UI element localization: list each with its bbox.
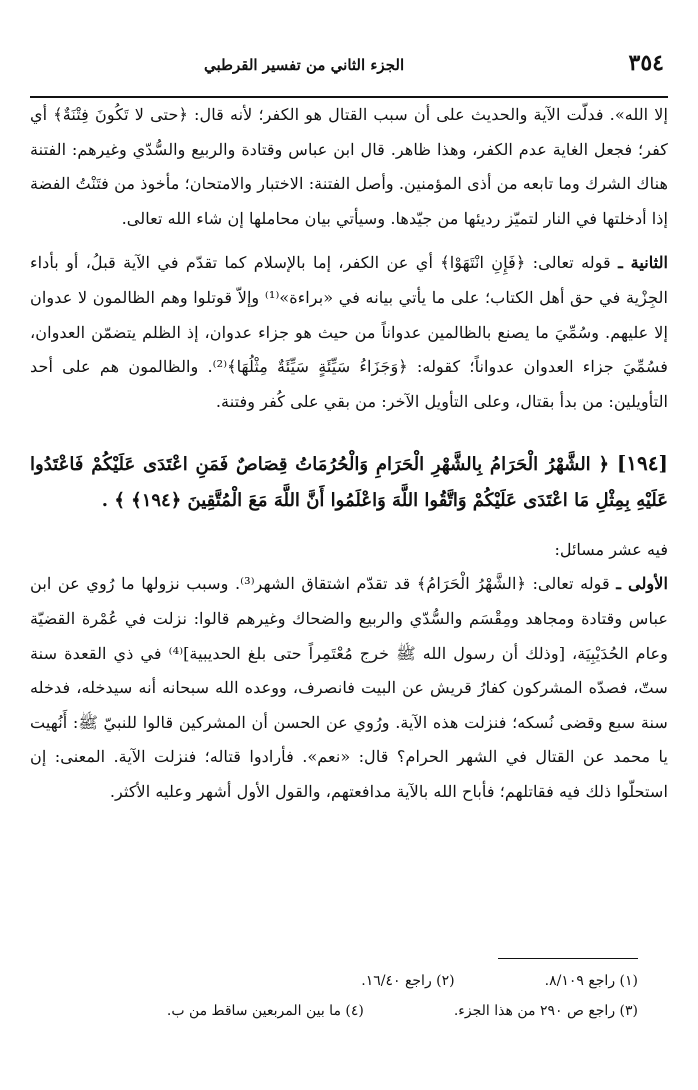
page-number: ٣٥٤ bbox=[628, 50, 664, 76]
quran-verse: ﴿ الشَّهْرُ الْحَرَامُ بِالشَّهْرِ الْحَرَامِ وَالْحُرُمَاتُ قِصَاصٌ فَمَنِ اعْتَدَى عَلَيْكُمْ فَاعْتَدُوا عَلَيْهِ بِمِثْلِ مَا اعْتَدَى عَلَيْكُمْ وَاتَّقُوا اللَّهَ وَاعْلَمُوا أَنَّ اللَّهَ مَعَ الْمُتَّقِينَ ﴿١٩٤﴾ ﴾ . bbox=[30, 454, 668, 512]
footnote-1: (١) راجع ٨/١٠٩. bbox=[544, 973, 638, 989]
paragraph-3 bbox=[30, 567, 668, 809]
footnote-4: (٤) ما بين المربعين ساقط من ب. bbox=[166, 1003, 364, 1019]
paragraph-2-body: قوله تعالى: ﴿فَإِنِ انْتَهَوْا﴾ أي عن الكفر، إما بالإسلام كما تقدّم في الآية قبلُ، أو بأداء الجِزْية في حق أهل الكتاب؛ على ما يأتي بيانه في «براءة»⁽¹⁾ وإلاّ قوتلوا وهم الظالمون لا عدوان إلا عليهم. وسُمِّيَ ما يصنع بالظالمين عدواناً من حيث هو جزاء عدوان، إذ الظلم يتضمّن العدوان، فسُمِّيَ جزاء العدوان عدواناً؛ كقوله: ﴿وَجَزَاءُ سَيِّئَةٍ سَيِّئَةٌ مِثْلُهَا﴾⁽²⁾. والظالمون هم على أحد التأويلين: من بدأ بقتال، وعلى التأويل الآخر: من بقي على كُفر وفتنة. bbox=[30, 253, 668, 411]
page bbox=[30, 50, 668, 810]
page-header bbox=[30, 50, 668, 98]
paragraph-1: إلا الله». فدلّت الآية والحديث على أن سبب القتال هو الكفر؛ لأنه قال: ﴿حتى لا تَكُونَ فِتْنَةٌ﴾ أي كفر؛ فجعل الغاية عدم الكفر، وهذا ظاهر. قال ابن عباس وقتادة والربيع والسُّدّي وغيرهم: الفتنة هناك الشرك وما تابعه من أذى المؤمنين. وأصل الفتنة: الاختبار والامتحان؛ مأخوذ من فتَنْتُ الفضة إذا أدخلتها في النار لتميّز رديئها من جيّدها. وسيأتي بيان محاملها إن شاء الله تعالى. bbox=[30, 105, 668, 228]
footnotes bbox=[60, 966, 638, 1026]
verse-number: [١٩٤] bbox=[616, 451, 668, 476]
quran-verse-block bbox=[30, 445, 668, 519]
running-title: الجزء الثاني من تفسير القرطبي bbox=[204, 56, 405, 74]
footnote-row-1 bbox=[60, 966, 638, 996]
issue-heading-second: الثانية ـ bbox=[618, 253, 668, 273]
footnote-2: (٢) راجع ١٦/٤٠. bbox=[361, 973, 455, 989]
footnote-3: (٣) راجع ص ٢٩٠ من هذا الجزء. bbox=[453, 1003, 638, 1019]
issues-count-heading: فيه عشر مسائل: bbox=[554, 540, 668, 560]
paragraph-2 bbox=[30, 246, 668, 419]
paragraph-3-body: قوله تعالى: ﴿الشَّهْرُ الْحَرَامُ﴾ قد تقدّم اشتقاق الشهر⁽³⁾. وسبب نزولها ما رُوي عن ابن عباس وقتادة ومجاهد ومِقْسَم والسُّدّي والربيع والضحاك وغيرهم قالوا: نزلت في عُمْرة القضيّة وعام الحُدَيْبِيَة، [وذلك أن رسول الله ﷺ خرج مُعْتَمِراً حتى بلغ الحديبية]⁽⁴⁾ في ذي القعدة سنة ستّ، فصدّه المشركون كفارُ قريش عن البيت فانصرف، ووعده الله سبحانه أنه سيدخله، فدخله سنة سبع وقضى نُسكه؛ فنزلت هذه الآية. ورُوي عن الحسن أن المشركين قالوا للنبيّ ﷺ: أَنُهيت يا محمد عن القتال في الشهر الحرام؟ قال: «نعم». فأرادوا قتاله؛ فنزلت الآية. المعنى: إن استحلّوا ذلك فيه فقاتلهم؛ فأباح الله بالآية مدافعتهم، والقول الأول أشهر وعليه الأكثر. bbox=[30, 574, 669, 801]
footnote-row-2 bbox=[60, 996, 638, 1026]
issue-heading-first: الأولى ـ bbox=[616, 574, 668, 594]
footnote-separator bbox=[498, 958, 638, 959]
